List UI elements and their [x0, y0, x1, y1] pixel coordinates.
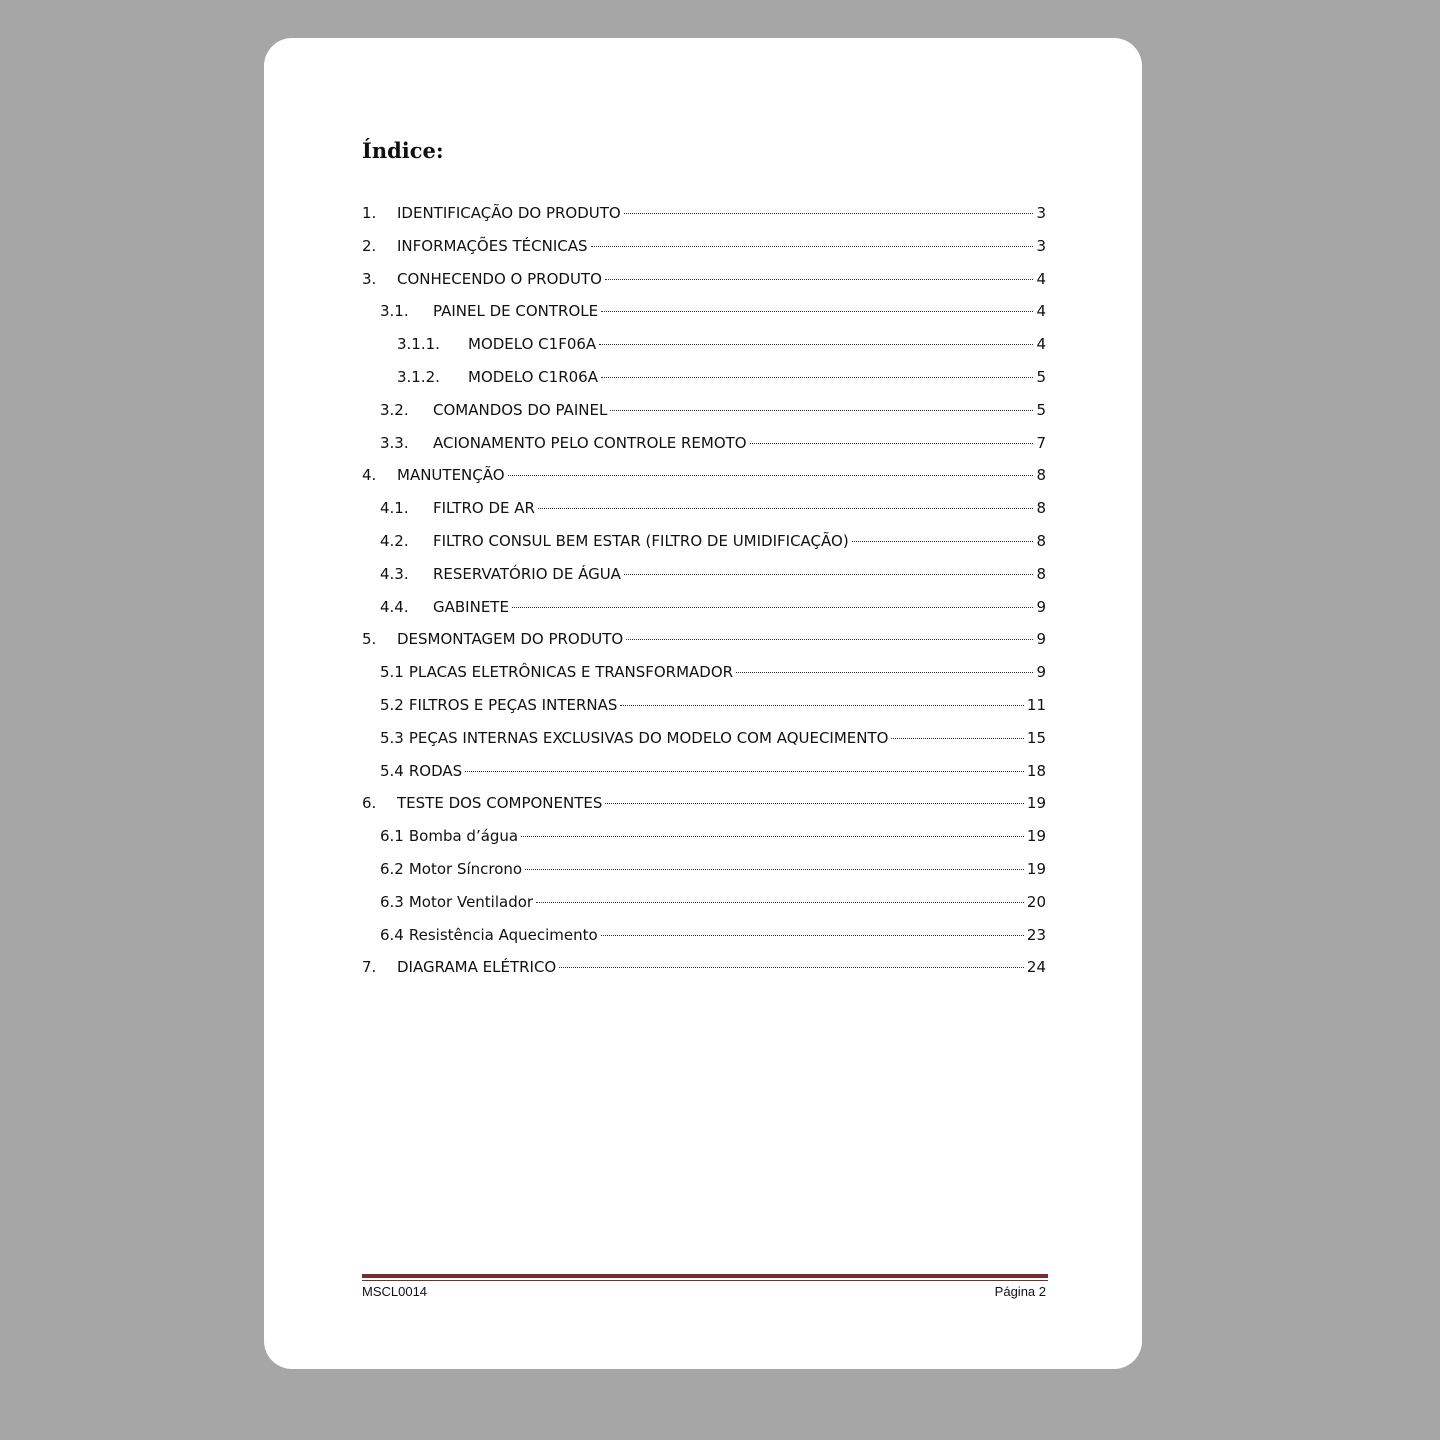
- toc-entry[interactable]: [362, 827, 1046, 860]
- toc-entry-number: 4.1.: [380, 499, 409, 518]
- toc-entry-page: 19: [1026, 859, 1046, 878]
- toc-entry-page: 15: [1026, 728, 1046, 747]
- toc-dot-leader: [601, 935, 1024, 936]
- toc-entry-number: 7.: [362, 958, 377, 977]
- toc-entry[interactable]: [362, 401, 1046, 434]
- toc-dot-leader: [599, 344, 1033, 345]
- toc-entry-label: CONHECENDO O PRODUTO: [397, 269, 602, 288]
- toc-entry-page: 20: [1026, 892, 1046, 911]
- toc-entry-page: 23: [1026, 925, 1046, 944]
- toc-entry-page: 11: [1026, 695, 1046, 714]
- toc-dot-leader: [559, 967, 1024, 968]
- toc-entry-label: GABINETE: [433, 597, 509, 616]
- toc-entry-page: 24: [1026, 958, 1046, 977]
- toc-entry-page: 8: [1036, 564, 1046, 583]
- toc-entry-label: MODELO C1F06A: [468, 335, 597, 354]
- toc-entry-label: DIAGRAMA ELÉTRICO: [397, 958, 557, 977]
- footer-rule: [362, 1274, 1048, 1278]
- footer-doc-code: MSCL0014: [362, 1284, 428, 1299]
- toc-entry-page: 3: [1036, 204, 1046, 222]
- toc-entry-number: 5.4: [380, 761, 404, 780]
- document-page: [264, 38, 1142, 1369]
- footer-page-number: Página 2: [994, 1284, 1046, 1299]
- toc-entry[interactable]: [362, 302, 1046, 335]
- toc-dot-leader: [601, 311, 1033, 312]
- toc-entry[interactable]: [362, 696, 1046, 729]
- toc-entry[interactable]: [362, 794, 1046, 827]
- toc-entry-label: FILTROS E PEÇAS INTERNAS: [408, 695, 618, 714]
- toc-entry[interactable]: [362, 204, 1046, 237]
- toc-entry-number: 3.1.1.: [397, 335, 440, 354]
- toc-entry-number: 4.4.: [380, 597, 409, 616]
- toc-dot-leader: [601, 377, 1033, 378]
- toc-dot-leader: [508, 475, 1034, 476]
- toc-entry-label: Bomba d’água: [408, 827, 519, 846]
- toc-entry-number: 6.: [362, 794, 377, 813]
- toc-entry-page: 5: [1036, 400, 1046, 419]
- toc-entry-number: 3.3.: [380, 433, 409, 452]
- toc-dot-leader: [536, 902, 1024, 903]
- toc-dot-leader: [620, 705, 1024, 706]
- toc-entry[interactable]: [362, 729, 1046, 762]
- toc-entry-page: 18: [1026, 761, 1046, 780]
- toc-entry[interactable]: [362, 893, 1046, 926]
- toc-entry[interactable]: [362, 532, 1046, 565]
- toc-dot-leader: [465, 771, 1024, 772]
- toc-entry-number: 5.: [362, 630, 377, 649]
- toc-entry-label: INFORMAÇÕES TÉCNICAS: [397, 236, 588, 255]
- toc-entry[interactable]: [362, 860, 1046, 893]
- toc-entry[interactable]: [362, 565, 1046, 598]
- toc-entry[interactable]: [362, 630, 1046, 663]
- toc-entry-label: COMANDOS DO PAINEL: [433, 400, 608, 419]
- toc-entry-label: ACIONAMENTO PELO CONTROLE REMOTO: [433, 433, 747, 452]
- toc-entry-number: 3.: [362, 269, 377, 288]
- toc-dot-leader: [624, 574, 1034, 575]
- toc-dot-leader: [605, 279, 1034, 280]
- toc-entry-label: MODELO C1R06A: [468, 367, 598, 386]
- toc-entry[interactable]: [362, 466, 1046, 499]
- toc-entry-page: 9: [1036, 663, 1046, 682]
- toc-dot-leader: [512, 607, 1034, 608]
- toc-dot-leader: [605, 803, 1024, 804]
- toc-entry-number: 4.3.: [380, 564, 409, 583]
- toc-entry-number: 5.1: [380, 663, 404, 682]
- toc-entry-label: Motor Síncrono: [408, 859, 523, 878]
- toc-entry-number: 4.: [362, 466, 377, 485]
- toc-entry[interactable]: [362, 237, 1046, 270]
- toc-entry-label: FILTRO DE AR: [433, 499, 535, 518]
- toc-entry-number: 6.1: [380, 827, 404, 846]
- toc-entry-number: 6.2: [380, 859, 404, 878]
- toc-entry-label: TESTE DOS COMPONENTES: [397, 794, 603, 813]
- toc-entry-number: 5.2: [380, 695, 404, 714]
- toc-entry-page: 19: [1026, 794, 1046, 813]
- toc-entry-page: 9: [1036, 630, 1046, 649]
- toc-dot-leader: [736, 672, 1033, 673]
- toc-entry-number: 3.1.2.: [397, 367, 440, 386]
- toc-dot-leader: [525, 869, 1024, 870]
- toc-dot-leader: [610, 410, 1033, 411]
- toc-entry[interactable]: [362, 368, 1046, 401]
- toc-dot-leader: [750, 443, 1034, 444]
- toc-entry[interactable]: [362, 434, 1046, 467]
- toc-entry[interactable]: [362, 335, 1046, 368]
- toc-entry-number: 5.3: [380, 728, 404, 747]
- toc-entry-number: 1.: [362, 204, 377, 222]
- toc-entry-page: 9: [1036, 597, 1046, 616]
- toc-entry-page: 8: [1036, 499, 1046, 518]
- toc-entry[interactable]: [362, 270, 1046, 303]
- toc-entry[interactable]: [362, 762, 1046, 795]
- toc-entry-number: 6.3: [380, 892, 404, 911]
- toc-entry[interactable]: [362, 499, 1046, 532]
- toc-entry-page: 7: [1036, 433, 1046, 452]
- toc-entry-page: 4: [1036, 269, 1046, 288]
- toc-entry-number: 4.2.: [380, 531, 409, 550]
- toc-dot-leader: [538, 508, 1033, 509]
- toc-entry-number: 3.2.: [380, 400, 409, 419]
- toc-entry-page: 4: [1036, 335, 1046, 354]
- toc-dot-leader: [591, 246, 1034, 247]
- toc-entry-page: 5: [1036, 367, 1046, 386]
- toc-entry-number: 2.: [362, 236, 377, 255]
- toc-entry-label: MANUTENÇÃO: [397, 466, 505, 485]
- toc-entry-label: RODAS: [408, 761, 463, 780]
- page-title: Índice:: [362, 138, 444, 163]
- table-of-contents: [362, 204, 1046, 991]
- toc-entry-page: 3: [1036, 236, 1046, 255]
- toc-entry-number: 3.1.: [380, 302, 409, 321]
- toc-dot-leader: [626, 639, 1033, 640]
- toc-dot-leader: [521, 836, 1024, 837]
- toc-entry[interactable]: [362, 663, 1046, 696]
- toc-entry-page: 4: [1036, 302, 1046, 321]
- toc-entry[interactable]: [362, 958, 1046, 991]
- toc-dot-leader: [852, 541, 1034, 542]
- footer-rule-thin: [362, 1280, 1048, 1281]
- toc-entry-number: 6.4: [380, 925, 404, 944]
- toc-entry-label: FILTRO CONSUL BEM ESTAR (FILTRO DE UMIDIFICAÇÃO): [433, 531, 849, 550]
- toc-entry[interactable]: [362, 926, 1046, 959]
- toc-entry-label: PAINEL DE CONTROLE: [433, 302, 599, 321]
- toc-entry-page: 8: [1036, 531, 1046, 550]
- toc-entry-label: IDENTIFICAÇÃO DO PRODUTO: [397, 204, 621, 222]
- toc-dot-leader: [891, 738, 1023, 739]
- toc-entry-label: DESMONTAGEM DO PRODUTO: [397, 630, 624, 649]
- toc-entry-label: PEÇAS INTERNAS EXCLUSIVAS DO MODELO COM AQUECIMENTO: [408, 728, 889, 747]
- toc-entry-label: RESERVATÓRIO DE ÁGUA: [433, 564, 621, 583]
- toc-entry-page: 19: [1026, 827, 1046, 846]
- toc-entry-page: 8: [1036, 466, 1046, 485]
- toc-dot-leader: [624, 213, 1034, 214]
- toc-entry-label: PLACAS ELETRÔNICAS E TRANSFORMADOR: [408, 663, 734, 682]
- toc-entry[interactable]: [362, 598, 1046, 631]
- toc-entry-label: Resistência Aquecimento: [408, 925, 598, 944]
- toc-entry-label: Motor Ventilador: [408, 892, 534, 911]
